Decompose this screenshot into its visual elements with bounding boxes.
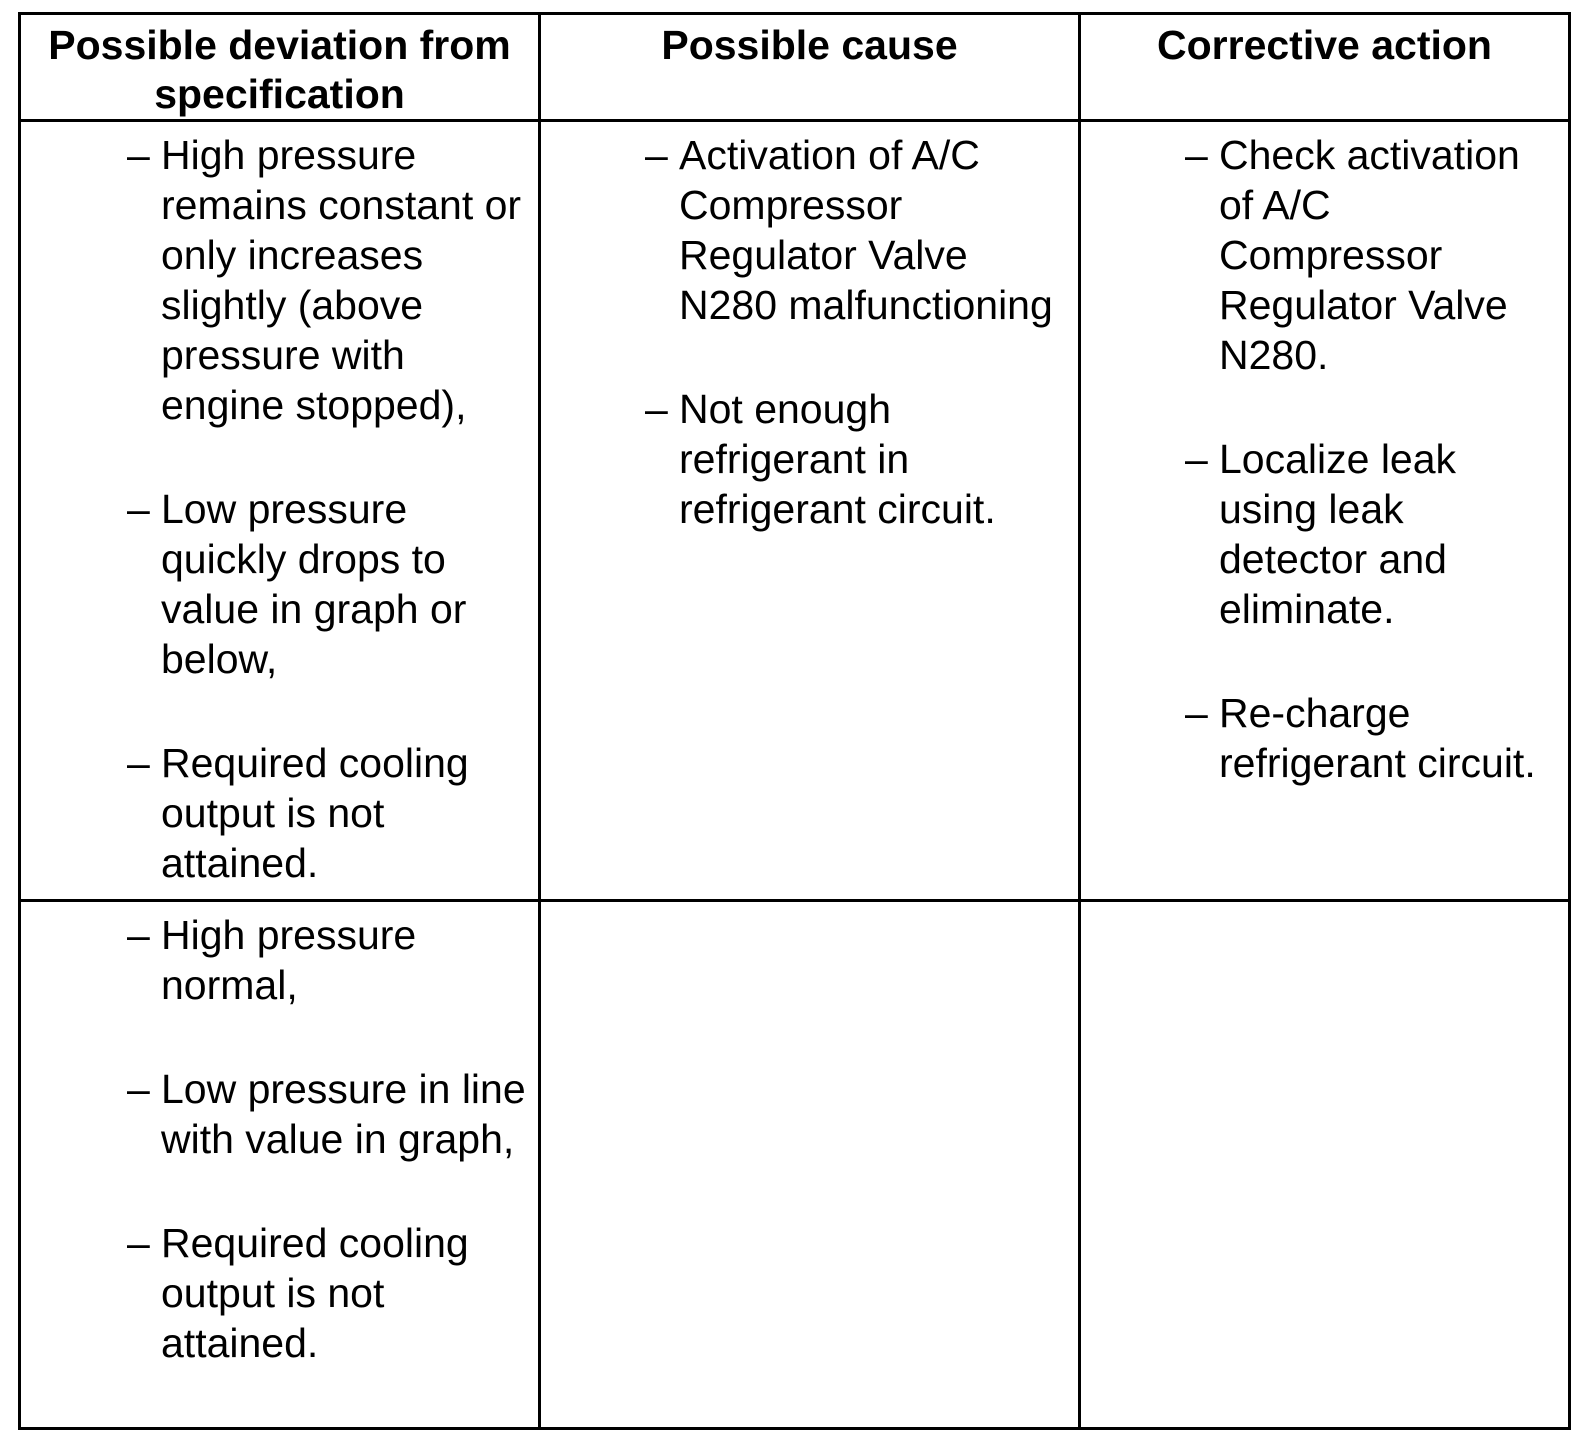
dash-icon: –: [127, 132, 150, 178]
header-action: Corrective action: [1080, 14, 1570, 121]
deviation-list: [21, 902, 538, 1368]
list-item: – Re-charge refrigerant circuit.: [1185, 690, 1536, 786]
dash-icon: –: [127, 912, 150, 959]
dash-icon: –: [127, 1066, 150, 1113]
dash-icon: –: [127, 740, 150, 786]
list-item: – High pressure normal,: [127, 912, 417, 1009]
dash-icon: –: [1185, 132, 1208, 178]
header-deviation: Possible deviation from specification: [20, 14, 540, 121]
dash-icon: –: [645, 386, 668, 432]
list-item: – Localize leak using leak detector and eliminate.: [1185, 436, 1457, 632]
diagnosis-table: [18, 12, 1571, 1430]
list-item: – Required cooling output is not attained.: [127, 1220, 469, 1367]
deviation-cell: [20, 901, 540, 1429]
table-row: [20, 121, 1570, 901]
list-item: – Not enough refrigerant in refrigerant circuit.: [645, 386, 996, 532]
table-row: [20, 901, 1570, 1429]
dash-icon: –: [1185, 690, 1208, 736]
header-cause: Possible cause: [540, 14, 1080, 121]
list-item: – Activation of A/C Compressor Regulator Valve N280 malfunctioning: [645, 132, 1053, 328]
dash-icon: –: [1185, 436, 1208, 482]
list-item: – Low pressure quickly drops to value in graph or below,: [127, 486, 467, 682]
cause-list: [541, 122, 1078, 534]
action-cell: [1080, 901, 1570, 1429]
dash-icon: –: [127, 486, 150, 532]
action-cell: [1080, 121, 1570, 901]
dash-icon: –: [127, 1220, 150, 1267]
cause-cell: [540, 901, 1080, 1429]
header-row: [20, 14, 1570, 121]
list-item: – Required cooling output is not attained.: [127, 740, 469, 886]
deviation-list: [21, 122, 538, 888]
list-item: – High pressure remains constant or only increases slightly (above pressure with engine stopped),: [127, 132, 522, 428]
deviation-cell: [20, 121, 540, 901]
list-item: – Check activation of A/C Compressor Regulator Valve N280.: [1185, 132, 1520, 378]
cause-cell: [540, 121, 1080, 901]
list-item: – Low pressure in line with value in graph,: [127, 1066, 526, 1163]
dash-icon: –: [645, 132, 668, 178]
action-list: [1081, 122, 1568, 788]
